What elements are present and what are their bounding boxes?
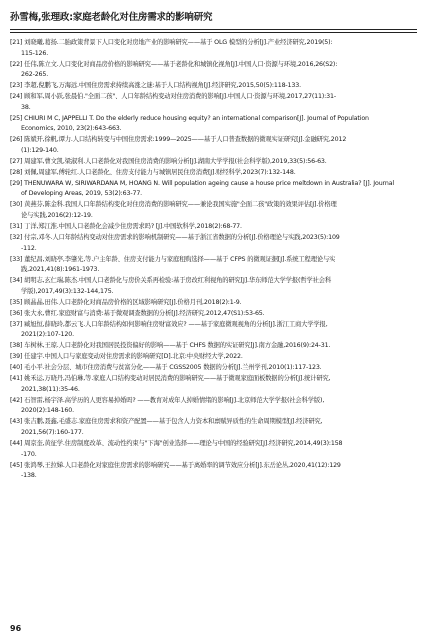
- reference-list: [10, 38, 417, 482]
- reference-entry: [10, 341, 417, 352]
- reference-line-1: [35] 顾晶晶,田伟.人口老龄化对商品房价格的区域影响研究[J].价格月刊,2018(2):1-9.: [10, 298, 242, 306]
- reference-line-1: [40] 毛小平.社会分层、城市住房消费与贫富分化——基于 CGSS2005 数据的分析[J].兰州学刊,2010(1):117-123.: [10, 364, 322, 372]
- reference-line-1: [26] 陈斌开,徐帆,谭力.人口结构转变与中国住房需求:1999—2025——基于人口普查数据的微观实证研究[J].金融研究,2012: [10, 136, 347, 144]
- reference-line-2: (1):129-140.: [21, 146, 59, 154]
- reference-entry: [10, 60, 417, 81]
- reference-line-1: [28] 刘佩,周建军,傅轮红.人口老龄化、住房支付能力与城镇居民住房消费[J].财经科学,2023(7):132-148.: [10, 168, 296, 176]
- reference-entry: [10, 298, 417, 309]
- reference-line-1: [44] 周京奎,黄征学.住房制度改革、流动性约束与"下海"创业选择——理论与中国的经验研究[J].经济研究,2014,49(3):158: [10, 439, 343, 447]
- reference-entry: [10, 461, 417, 482]
- reference-entry: [10, 255, 417, 276]
- reference-line-2: 38.: [21, 103, 31, 111]
- reference-line-1: [33] 董纪昌,刘晓亭,李肇光,等.户主年龄、住房支付能力与家庭租购选择——基于 CFPS 的微观证据[J].系统工程理论与实: [10, 255, 336, 263]
- reference-line-1: [32] 付宗,邓冬.人口年龄结构变动对住房需求的影响机制研究——基于浙江省数据的分析[J].价格理论与实践,2023(5):109: [10, 233, 340, 241]
- reference-line-1: [22] 任伟,陈立文.人口变化对商品房价格的影响研究——基于老龄化和城镇化视角[J].中国人口·资源与环境,2016,26(S2):: [10, 60, 338, 68]
- reference-entry: [10, 114, 417, 135]
- reference-entry: [10, 200, 417, 221]
- reference-line-1: [42] 石智雷,杨宇泽.高学历的人更容易掉婚吗? ——教育对成年人掉婚情绪的影响[J].北京师范大学学报(社会科学版),: [10, 396, 325, 404]
- reference-line-1: [41] 姚禾运,万晓丹,冯伯琳,等.家庭人口结构变动对居民消费的影响研究——基于微观家庭面板数据的分析[J].统计研究,: [10, 375, 331, 383]
- reference-entry: [10, 92, 417, 113]
- reference-entry: [10, 81, 417, 92]
- reference-line-2: 115-126.: [21, 49, 49, 57]
- reference-line-2: 2021(2):107-120.: [21, 331, 74, 339]
- reference-line-2: -138.: [21, 472, 37, 480]
- reference-line-1: [27] 周建军,曹文凯,梁淑利.人口老龄化对我国住房消费的影响分析[J].湖南大学学报(社会科学版),2019,33(5):56-63.: [10, 157, 327, 165]
- reference-line-2: 论与实践,2016(2):12-19.: [21, 212, 93, 220]
- reference-entry: [10, 157, 417, 168]
- reference-line-1: [29] THENUWARA W, SIRIWARDANA M, HOANG N. Will population ageing cause a house price meltdown in Australia? [J]. Journal: [10, 179, 395, 187]
- reference-entry: [10, 374, 417, 395]
- header-rule-thin: [10, 32, 417, 33]
- reference-line-2: 2020(2):148-160.: [21, 407, 74, 415]
- reference-entry: [10, 396, 417, 417]
- reference-entry: [10, 417, 417, 438]
- reference-line-2: 262-265.: [21, 71, 49, 79]
- reference-line-1: [24] 顾和军,周小跃,张晨伯."全面二孩"、人口年龄结构变动对住房消费的影响[J].中国人口·资源与环境,2017,27(11):31-: [10, 93, 336, 101]
- reference-entry: [10, 276, 417, 297]
- reference-line-1: [39] 任建宇.中国人口与家庭变动对住房需求的影响研究[D].北京:中央财经大学,2022.: [10, 353, 243, 361]
- reference-line-2: -112.: [21, 244, 37, 252]
- reference-entry: [10, 320, 417, 341]
- reference-entry: [10, 179, 417, 200]
- reference-entry: [10, 439, 417, 460]
- page-number: 96: [10, 624, 22, 633]
- reference-line-1: [37] 臧旭恒,薛晓玲,都云飞.人口年龄结构如何影响住房财富效应? ——基于家庭微观视角的分析[J].浙江工商大学学报,: [10, 320, 328, 328]
- reference-entry: [10, 363, 417, 374]
- reference-line-1: [23] 李超,倪鹏飞,万海远.中国住房需求持续高涨之谜:基于人口结构视角[J].经济研究,2015,50(5):118-133.: [10, 82, 301, 90]
- reference-line-1: [30] 黄燕芬,陈金科.我国人口年龄结构变化对住房消费的影响研究——兼论我国实施"全面二孩"政策的效果评估[J].价格理: [10, 201, 337, 209]
- reference-line-2: 践,2021,41(8):1961-1973.: [21, 266, 100, 274]
- reference-entry: [10, 352, 417, 363]
- reference-line-1: [34] 胡明志,玄仁瑞,陈杰.中国人口老龄化与房价关系再检验:基于房改红利视角的研究[J].华东师范大学学报(哲学社会科: [10, 277, 332, 285]
- reference-line-1: [43] 张吉鹏,聂鑫,毛盛志.家庭住房需求和资产配置——基于包含人力资本和禀赋异质性的生命周期模型[J].经济研究,: [10, 418, 323, 426]
- reference-line-1: [38] 车树林,王琼.人口老龄化对我国居民投资偏好的影响——基于 CHFS 数据的实证研究[J].南方金融,2016(9):24-31.: [10, 342, 331, 350]
- reference-line-2: 学版),2017,49(3):132-144,175.: [21, 287, 114, 295]
- reference-entry: [10, 309, 417, 320]
- reference-entry: [10, 168, 417, 179]
- reference-entry: [10, 135, 417, 156]
- reference-line-1: [45] 张鸿琴,王拉娣.人口老龄化对家庭住房需求的影响研究——基于离婚率的调节效应分析[J].东岳论丛,2020,41(12):129: [10, 461, 341, 469]
- reference-line-1: [25] CHIURI M C, JAPPELLI T. Do the elderly reduce housing equity? an international comparison[J]. Journal of Population: [10, 114, 369, 122]
- header-rule-thick: [10, 29, 417, 30]
- reference-line-1: [36] 张大永,曹红.家庭财富与消费:基于微观调查数据的分析[J].经济研究,2012,47(S1):53-65.: [10, 309, 265, 317]
- reference-entry: [10, 38, 417, 59]
- running-header: 孙雪梅,张理政:家庭老龄化对住房需求的影响研究: [10, 12, 213, 23]
- reference-line-2: -170.: [21, 450, 37, 458]
- reference-entry: [10, 222, 417, 233]
- reference-line-2: 2021,38(11):35-46.: [21, 385, 80, 393]
- reference-line-2: Economics, 2010, 23(2):643-663.: [21, 125, 122, 133]
- reference-line-1: [21] 刘晓曦,葛扬.二胎政策背景下人口变化对房地产业的影响研究——基于 OLG 模型的分析[J].产业经济研究,2019(5):: [10, 39, 333, 46]
- reference-entry: [10, 233, 417, 254]
- reference-line-2: 2021,56(7):160-177.: [21, 428, 84, 436]
- reference-line-2: of Developing Areas, 2019, 53(2):63-77.: [21, 190, 143, 198]
- reference-line-1: [31] 丁洋,郑江淮.中国人口老龄化会减少住房需求吗? [J].中国软科学,2018(2):68-77.: [10, 223, 242, 230]
